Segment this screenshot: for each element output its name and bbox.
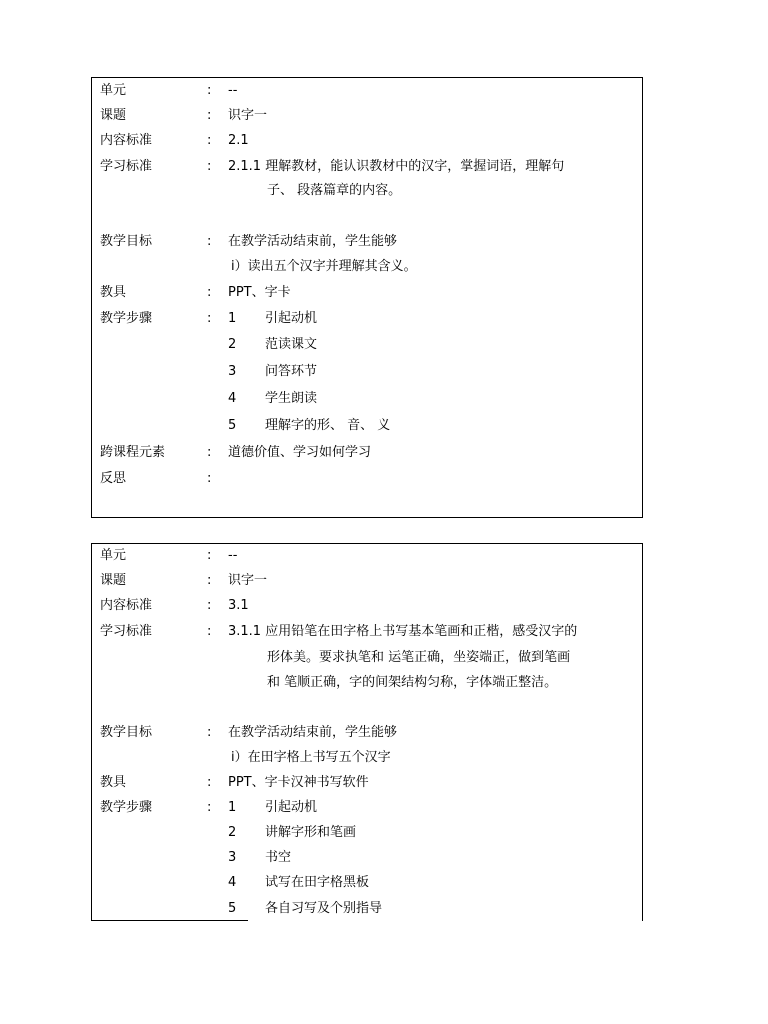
objective-line: i）读出五个汉字并理解其含义。 bbox=[231, 259, 417, 274]
colon: : bbox=[207, 725, 212, 740]
content-standard-value: 3.1 bbox=[228, 598, 249, 613]
topic-label: 课题 bbox=[100, 573, 127, 588]
colon: : bbox=[207, 285, 212, 300]
reflection-label: 反思 bbox=[100, 471, 127, 486]
step-number: 2 bbox=[228, 825, 237, 840]
learning-standard-line: 形体美。要求执笔和 运笔正确，坐姿端正，做到笔画 bbox=[267, 650, 571, 665]
step-number: 5 bbox=[228, 418, 237, 433]
step-number: 3 bbox=[228, 364, 237, 379]
teaching-aids-label: 教具 bbox=[100, 775, 127, 790]
colon: : bbox=[207, 775, 212, 790]
objective-label: 教学目标 bbox=[100, 725, 153, 740]
step-text: 各自习写及个别指导 bbox=[265, 901, 383, 916]
colon: : bbox=[207, 548, 212, 563]
colon: : bbox=[207, 624, 212, 639]
teaching-aids-value: PPT、字卡汉神书写软件 bbox=[228, 775, 369, 790]
step-text: 引起动机 bbox=[265, 311, 318, 326]
colon: : bbox=[207, 445, 212, 460]
step-number: 5 bbox=[228, 901, 237, 916]
colon: : bbox=[207, 800, 212, 815]
objective-line: i）在田字格上书写五个汉字 bbox=[231, 750, 391, 765]
colon: : bbox=[207, 471, 212, 486]
lesson-plan-2 bbox=[91, 543, 643, 921]
topic-value: 识字一 bbox=[228, 573, 268, 588]
step-number: 2 bbox=[228, 337, 237, 352]
unit-label: 单元 bbox=[100, 548, 127, 563]
step-number: 1 bbox=[228, 800, 237, 815]
content-standard-value: 2.1 bbox=[228, 133, 249, 148]
step-number: 3 bbox=[228, 850, 237, 865]
objective-label: 教学目标 bbox=[100, 234, 153, 249]
unit-value: -- bbox=[228, 548, 238, 563]
step-text: 引起动机 bbox=[265, 800, 318, 815]
objective-line: 在教学活动结束前，学生能够 bbox=[228, 725, 398, 740]
content-standard-label: 内容标准 bbox=[100, 133, 153, 148]
step-number: 1 bbox=[228, 311, 237, 326]
lesson-plan-1 bbox=[91, 77, 643, 518]
unit-label: 单元 bbox=[100, 83, 127, 98]
colon: : bbox=[207, 133, 212, 148]
step-text: 书空 bbox=[265, 850, 292, 865]
learning-standard-label: 学习标准 bbox=[100, 624, 153, 639]
step-text: 理解字的形、 音、 义 bbox=[265, 418, 391, 433]
colon: : bbox=[207, 311, 212, 326]
colon: : bbox=[207, 108, 212, 123]
colon: : bbox=[207, 234, 212, 249]
learning-standard-line: 3.1.1 应用铅笔在田字格上书写基本笔画和正楷，感受汉字的 bbox=[228, 624, 578, 639]
learning-standard-line: 和 笔顺正确，字的间架结构匀称，字体端正整洁。 bbox=[267, 675, 558, 690]
colon: : bbox=[207, 83, 212, 98]
step-text: 试写在田字格黑板 bbox=[265, 875, 370, 890]
cross-curricular-value: 道德价值、学习如何学习 bbox=[228, 445, 372, 460]
unit-value: -- bbox=[228, 83, 238, 98]
step-number: 4 bbox=[228, 391, 237, 406]
cross-curricular-label: 跨课程元素 bbox=[100, 445, 166, 460]
colon: : bbox=[207, 159, 212, 174]
step-text: 学生朗读 bbox=[265, 391, 318, 406]
topic-value: 识字一 bbox=[228, 108, 268, 123]
steps-label: 教学步骤 bbox=[100, 800, 153, 815]
teaching-aids-label: 教具 bbox=[100, 285, 127, 300]
step-number: 4 bbox=[228, 875, 237, 890]
colon: : bbox=[207, 573, 212, 588]
learning-standard-label: 学习标准 bbox=[100, 159, 153, 174]
step-text: 讲解字形和笔画 bbox=[265, 825, 357, 840]
learning-standard-line: 子、 段落篇章的内容。 bbox=[267, 183, 402, 198]
colon: : bbox=[207, 598, 212, 613]
step-text: 问答环节 bbox=[265, 364, 318, 379]
step-text: 范读课文 bbox=[265, 337, 318, 352]
content-standard-label: 内容标准 bbox=[100, 598, 153, 613]
steps-label: 教学步骤 bbox=[100, 311, 153, 326]
objective-line: 在教学活动结束前，学生能够 bbox=[228, 234, 398, 249]
learning-standard-line: 2.1.1 理解教材，能认识教材中的汉字，掌握词语，理解句 bbox=[228, 159, 565, 174]
topic-label: 课题 bbox=[100, 108, 127, 123]
table-bottom-border bbox=[91, 920, 248, 921]
teaching-aids-value: PPT、字卡 bbox=[228, 285, 291, 300]
